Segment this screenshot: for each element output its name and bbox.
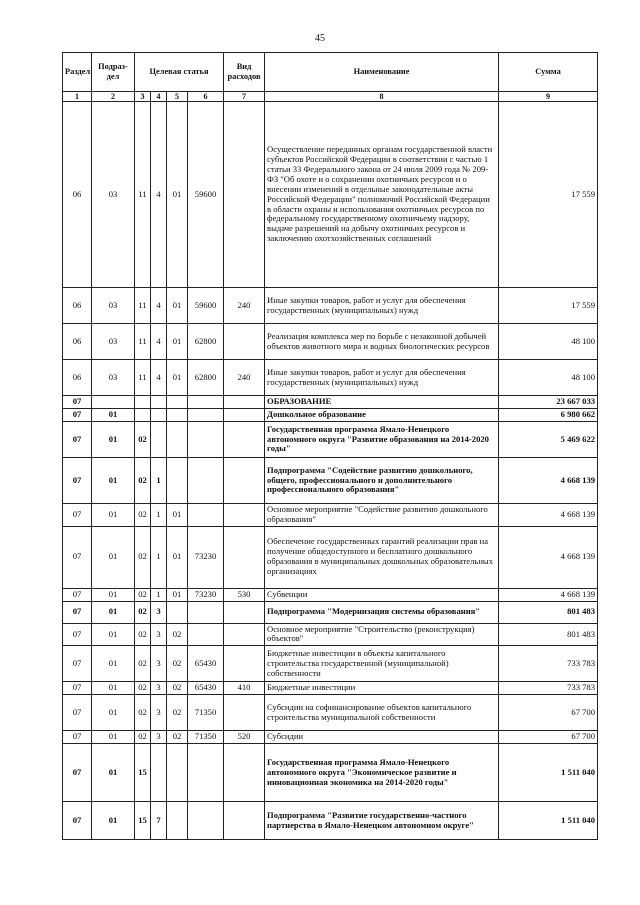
cell-podrazdel — [92, 396, 135, 409]
cell-celevaya-4: 65430 — [188, 682, 224, 695]
cell-celevaya-3: 02 — [167, 623, 188, 646]
cell-podrazdel: 03 — [92, 288, 135, 324]
cell-summa: 733 783 — [499, 646, 598, 682]
cell-celevaya-4: 73230 — [188, 588, 224, 601]
cell-celevaya-3: 02 — [167, 682, 188, 695]
cell-vid-raskhodov: 520 — [224, 731, 265, 744]
column-number: 2 — [92, 92, 135, 102]
cell-celevaya-4: 71350 — [188, 731, 224, 744]
cell-razdel: 06 — [63, 360, 92, 396]
header-summa: Сумма — [499, 53, 598, 92]
cell-celevaya-3: 01 — [167, 503, 188, 526]
cell-podrazdel: 03 — [92, 102, 135, 288]
cell-celevaya-1: 11 — [135, 360, 151, 396]
table-row — [63, 731, 598, 744]
cell-vid-raskhodov — [224, 503, 265, 526]
cell-summa: 801 483 — [499, 623, 598, 646]
cell-celevaya-4 — [188, 744, 224, 802]
header-celevaya-statya: Целевая статья — [135, 53, 224, 92]
cell-naimenovanie: Иные закупки товаров, работ и услуг для обеспечения государственных (муниципальных) нужд — [265, 360, 499, 396]
cell-razdel: 07 — [63, 588, 92, 601]
cell-podrazdel: 01 — [92, 409, 135, 422]
table-row — [63, 421, 598, 457]
cell-naimenovanie: Иные закупки товаров, работ и услуг для обеспечения государственных (муниципальных) нужд — [265, 288, 499, 324]
cell-celevaya-4 — [188, 623, 224, 646]
cell-celevaya-4: 65430 — [188, 646, 224, 682]
cell-summa: 1 511 040 — [499, 802, 598, 840]
cell-celevaya-3 — [167, 421, 188, 457]
cell-summa: 67 700 — [499, 731, 598, 744]
column-number: 3 — [135, 92, 151, 102]
cell-vid-raskhodov — [224, 601, 265, 623]
cell-celevaya-2: 3 — [151, 731, 167, 744]
cell-summa: 801 483 — [499, 601, 598, 623]
cell-vid-raskhodov — [224, 102, 265, 288]
cell-naimenovanie: Подпрограмма "Содействие развитию дошкольного, общего, профессионального и дополнительного профессионального образования" — [265, 457, 499, 503]
cell-celevaya-4 — [188, 421, 224, 457]
cell-celevaya-3: 02 — [167, 646, 188, 682]
cell-celevaya-4 — [188, 503, 224, 526]
cell-summa: 4 668 139 — [499, 503, 598, 526]
cell-celevaya-2 — [151, 744, 167, 802]
cell-razdel: 07 — [63, 802, 92, 840]
cell-celevaya-3: 01 — [167, 588, 188, 601]
cell-celevaya-1: 02 — [135, 623, 151, 646]
cell-celevaya-1: 02 — [135, 695, 151, 731]
cell-naimenovanie: Субвенции — [265, 588, 499, 601]
cell-podrazdel: 01 — [92, 682, 135, 695]
cell-celevaya-1 — [135, 409, 151, 422]
header-podrazdel: Подраз-дел — [92, 53, 135, 92]
cell-razdel: 07 — [63, 503, 92, 526]
cell-razdel: 07 — [63, 623, 92, 646]
column-number: 6 — [188, 92, 224, 102]
cell-vid-raskhodov — [224, 526, 265, 588]
cell-razdel: 07 — [63, 646, 92, 682]
cell-razdel: 07 — [63, 526, 92, 588]
cell-celevaya-4: 59600 — [188, 288, 224, 324]
cell-razdel: 07 — [63, 421, 92, 457]
cell-naimenovanie: Государственная программа Ямало-Ненецкого автономного округа "Развитие образования на 2014-2020 годы" — [265, 421, 499, 457]
page-number: 45 — [315, 33, 325, 44]
table-row — [63, 623, 598, 646]
cell-podrazdel: 01 — [92, 503, 135, 526]
table-row — [63, 396, 598, 409]
table-row — [63, 744, 598, 802]
cell-celevaya-2 — [151, 396, 167, 409]
cell-podrazdel: 01 — [92, 646, 135, 682]
cell-celevaya-3: 01 — [167, 360, 188, 396]
cell-celevaya-2: 3 — [151, 695, 167, 731]
cell-razdel: 07 — [63, 601, 92, 623]
cell-summa: 48 100 — [499, 360, 598, 396]
cell-celevaya-4: 71350 — [188, 695, 224, 731]
column-number-row — [63, 92, 598, 102]
cell-celevaya-4: 73230 — [188, 526, 224, 588]
cell-summa: 67 700 — [499, 695, 598, 731]
cell-summa: 4 668 139 — [499, 526, 598, 588]
table-row — [63, 802, 598, 840]
cell-celevaya-2 — [151, 421, 167, 457]
cell-celevaya-3 — [167, 409, 188, 422]
cell-celevaya-1: 02 — [135, 646, 151, 682]
cell-celevaya-3: 01 — [167, 324, 188, 360]
header-vid-raskhodov: Вид расходов — [224, 53, 265, 92]
cell-celevaya-4 — [188, 601, 224, 623]
cell-vid-raskhodov: 240 — [224, 288, 265, 324]
cell-celevaya-2: 4 — [151, 288, 167, 324]
cell-summa: 23 667 033 — [499, 396, 598, 409]
cell-summa: 4 668 139 — [499, 457, 598, 503]
cell-razdel: 07 — [63, 457, 92, 503]
cell-summa: 1 511 040 — [499, 744, 598, 802]
cell-podrazdel: 01 — [92, 744, 135, 802]
cell-naimenovanie: ОБРАЗОВАНИЕ — [265, 396, 499, 409]
cell-vid-raskhodov — [224, 324, 265, 360]
cell-celevaya-1: 02 — [135, 601, 151, 623]
cell-vid-raskhodov: 410 — [224, 682, 265, 695]
cell-summa: 6 980 662 — [499, 409, 598, 422]
table-row — [63, 288, 598, 324]
cell-razdel: 07 — [63, 682, 92, 695]
header-razdel: Раздел — [63, 53, 92, 92]
cell-vid-raskhodov: 530 — [224, 588, 265, 601]
cell-vid-raskhodov — [224, 744, 265, 802]
cell-celevaya-1: 02 — [135, 421, 151, 457]
cell-celevaya-3 — [167, 396, 188, 409]
cell-celevaya-2: 7 — [151, 802, 167, 840]
table-row — [63, 503, 598, 526]
cell-razdel: 07 — [63, 409, 92, 422]
cell-celevaya-2: 3 — [151, 646, 167, 682]
cell-naimenovanie: Бюджетные инвестиции — [265, 682, 499, 695]
table-row — [63, 646, 598, 682]
cell-naimenovanie: Осуществление переданных органам государственной власти субъектов Российской Федерации в соответствии с частью 1 статьи 33 Федерального закона от 24 июля 2009 года № 209-ФЗ "Об охоте и о сохранении охотничьих ресурсов и о внесении изменений в отдельные законодательные акты Российской Федерации" полномочий Российской Федерации в области охраны и использования охотничьих ресурсов по федеральному государственному охотничьему надзору, выдаче разрешений на добычу охотничьих ресурсов и заключению охотхозяйственных соглашений — [265, 102, 499, 288]
cell-summa: 17 559 — [499, 102, 598, 288]
cell-celevaya-1: 02 — [135, 457, 151, 503]
cell-razdel: 07 — [63, 695, 92, 731]
cell-celevaya-2: 1 — [151, 526, 167, 588]
cell-podrazdel: 03 — [92, 360, 135, 396]
cell-naimenovanie: Бюджетные инвестиции в объекты капитального строительства государственной (муниципальной) собственности — [265, 646, 499, 682]
column-number: 4 — [151, 92, 167, 102]
cell-celevaya-3 — [167, 601, 188, 623]
table-row — [63, 601, 598, 623]
cell-razdel: 06 — [63, 102, 92, 288]
column-number: 9 — [499, 92, 598, 102]
budget-table — [62, 52, 598, 840]
cell-podrazdel: 01 — [92, 588, 135, 601]
cell-celevaya-4 — [188, 409, 224, 422]
cell-naimenovanie: Обеспечение государственных гарантий реализации прав на получение общедоступного и бесплатного дошкольного образования в муниципальных дошкольных образовательных организациях — [265, 526, 499, 588]
cell-celevaya-2: 1 — [151, 588, 167, 601]
cell-podrazdel: 01 — [92, 421, 135, 457]
header-naimenovanie: Наименование — [265, 53, 499, 92]
cell-celevaya-2: 3 — [151, 623, 167, 646]
cell-celevaya-4: 62800 — [188, 360, 224, 396]
cell-summa: 17 559 — [499, 288, 598, 324]
column-number: 1 — [63, 92, 92, 102]
column-number: 5 — [167, 92, 188, 102]
cell-naimenovanie: Субсидии — [265, 731, 499, 744]
cell-celevaya-2: 1 — [151, 457, 167, 503]
table-row — [63, 457, 598, 503]
table-row — [63, 682, 598, 695]
cell-podrazdel: 01 — [92, 731, 135, 744]
cell-celevaya-4 — [188, 457, 224, 503]
cell-naimenovanie: Подпрограмма "Развитие государственно-частного партнерства в Ямало-Ненецком автономном округе" — [265, 802, 499, 840]
cell-summa: 733 783 — [499, 682, 598, 695]
table-row — [63, 695, 598, 731]
cell-razdel: 07 — [63, 731, 92, 744]
cell-celevaya-1: 11 — [135, 288, 151, 324]
cell-celevaya-2: 4 — [151, 360, 167, 396]
cell-celevaya-3 — [167, 457, 188, 503]
cell-celevaya-1: 02 — [135, 588, 151, 601]
cell-celevaya-1: 02 — [135, 526, 151, 588]
cell-naimenovanie: Дошкольное образование — [265, 409, 499, 422]
cell-vid-raskhodov — [224, 623, 265, 646]
cell-celevaya-2 — [151, 409, 167, 422]
cell-vid-raskhodov — [224, 396, 265, 409]
cell-celevaya-1: 15 — [135, 744, 151, 802]
cell-podrazdel: 01 — [92, 802, 135, 840]
cell-celevaya-3: 02 — [167, 731, 188, 744]
cell-naimenovanie: Реализация комплекса мер по борьбе с незаконной добычей объектов животного мира и водных биологических ресурсов — [265, 324, 499, 360]
cell-celevaya-2: 3 — [151, 601, 167, 623]
cell-celevaya-1: 15 — [135, 802, 151, 840]
cell-celevaya-4 — [188, 802, 224, 840]
cell-celevaya-2: 1 — [151, 503, 167, 526]
table-row — [63, 102, 598, 288]
cell-summa: 48 100 — [499, 324, 598, 360]
cell-celevaya-1: 11 — [135, 102, 151, 288]
cell-celevaya-1 — [135, 396, 151, 409]
cell-celevaya-1: 11 — [135, 324, 151, 360]
column-number: 7 — [224, 92, 265, 102]
cell-celevaya-4 — [188, 396, 224, 409]
cell-celevaya-1: 02 — [135, 731, 151, 744]
cell-vid-raskhodov — [224, 457, 265, 503]
cell-vid-raskhodov — [224, 802, 265, 840]
cell-razdel: 06 — [63, 324, 92, 360]
cell-celevaya-4: 62800 — [188, 324, 224, 360]
cell-summa: 4 668 139 — [499, 588, 598, 601]
cell-podrazdel: 01 — [92, 457, 135, 503]
table-row — [63, 588, 598, 601]
cell-podrazdel: 01 — [92, 526, 135, 588]
cell-naimenovanie: Подпрограмма "Модернизация системы образования" — [265, 601, 499, 623]
cell-vid-raskhodov — [224, 695, 265, 731]
cell-celevaya-1: 02 — [135, 682, 151, 695]
cell-celevaya-3: 01 — [167, 102, 188, 288]
cell-naimenovanie: Государственная программа Ямало-Ненецкого автономного округа "Экономическое развитие и инновационная экономика на 2014-2020 годы" — [265, 744, 499, 802]
cell-naimenovanie: Субсидии на софинансирование объектов капитального строительства муниципальной собственности — [265, 695, 499, 731]
cell-celevaya-2: 3 — [151, 682, 167, 695]
cell-razdel: 06 — [63, 288, 92, 324]
cell-podrazdel: 01 — [92, 695, 135, 731]
cell-celevaya-4: 59600 — [188, 102, 224, 288]
table-row — [63, 360, 598, 396]
cell-celevaya-3 — [167, 802, 188, 840]
cell-celevaya-2: 4 — [151, 324, 167, 360]
cell-vid-raskhodov — [224, 409, 265, 422]
cell-podrazdel: 01 — [92, 601, 135, 623]
cell-celevaya-3: 02 — [167, 695, 188, 731]
table-row — [63, 409, 598, 422]
cell-naimenovanie: Основное мероприятие "Строительство (реконструкция) объектов" — [265, 623, 499, 646]
table-row — [63, 324, 598, 360]
cell-vid-raskhodov — [224, 421, 265, 457]
cell-vid-raskhodov — [224, 646, 265, 682]
cell-celevaya-3 — [167, 744, 188, 802]
cell-celevaya-3: 01 — [167, 526, 188, 588]
cell-vid-raskhodov: 240 — [224, 360, 265, 396]
table-row — [63, 526, 598, 588]
cell-celevaya-2: 4 — [151, 102, 167, 288]
cell-celevaya-1: 02 — [135, 503, 151, 526]
cell-podrazdel: 01 — [92, 623, 135, 646]
cell-razdel: 07 — [63, 396, 92, 409]
cell-celevaya-3: 01 — [167, 288, 188, 324]
cell-razdel: 07 — [63, 744, 92, 802]
cell-summa: 5 469 622 — [499, 421, 598, 457]
cell-naimenovanie: Основное мероприятие "Содействие развитию дошкольного образования" — [265, 503, 499, 526]
cell-podrazdel: 03 — [92, 324, 135, 360]
column-number: 8 — [265, 92, 499, 102]
